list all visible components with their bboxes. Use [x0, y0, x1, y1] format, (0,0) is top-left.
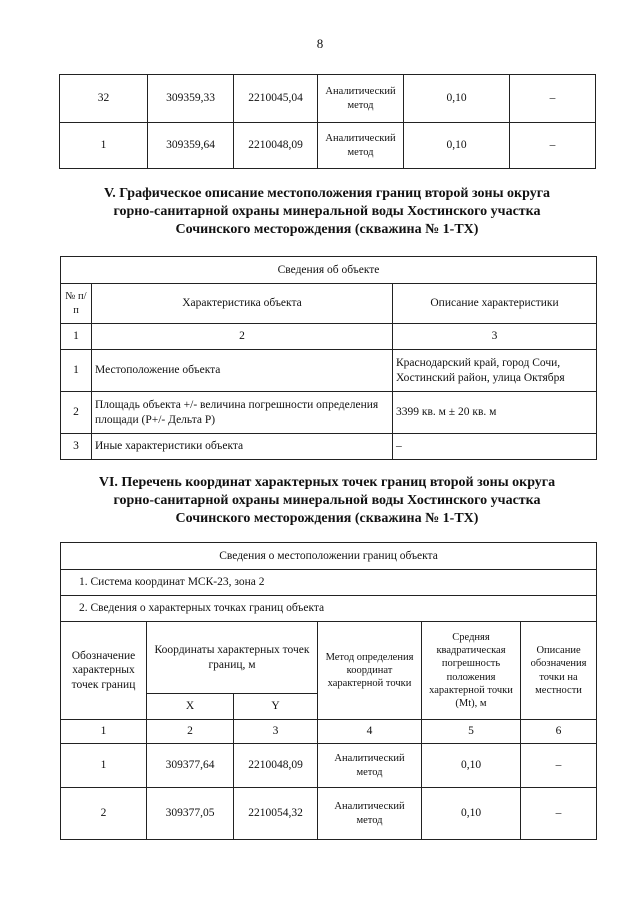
table-caption-row [61, 543, 597, 570]
points-caption: 2. Сведения о характерных точках границ объекта [61, 596, 597, 622]
table-row: 2 309377,05 2210054,32 Аналитический метод 0,10 – [61, 788, 597, 840]
column-header-y: Y [234, 694, 318, 720]
section5-title: V. Графическое описание местоположения границ второй зоны округа горно-санитарной охраны минеральной воды Хостинского участка Сочинского месторождения (скважина № 1-ТХ) [103, 186, 551, 237]
x-cell: 309359,33 [148, 75, 234, 123]
table-caption: Сведения о местоположении границ объекта [61, 543, 597, 570]
table-row: 3 Иные характеристики объекта – [61, 434, 597, 460]
top-coordinates-table [59, 74, 596, 169]
description-cell: – [510, 123, 596, 169]
column-header-coordinates: Координаты характерных точек границ, м [147, 622, 318, 694]
column-header-num: № п/п [61, 284, 92, 324]
y-cell: 2210045,04 [234, 75, 318, 123]
method-cell: Аналитический метод [318, 75, 404, 123]
column-header-accuracy: Средняя квадратическая погрешность положения характерной точки (Mt), м [422, 622, 521, 720]
column-header-characteristic: Характеристика объекта [92, 284, 393, 324]
column-header-method: Метод определения координат характерной точки [318, 622, 422, 720]
accuracy-cell: 0,10 [404, 123, 510, 169]
method-cell: Аналитический метод [318, 123, 404, 169]
table-header-row [61, 622, 597, 694]
table-caption: Сведения об объекте [61, 257, 597, 284]
table-row: 2 Площадь объекта +/- величина погрешности определения площади (Р+/- Дельта Р) 3399 кв. м ± 20 кв. м [61, 392, 597, 434]
boundary-points-table [60, 542, 597, 840]
y-cell: 2210048,09 [234, 123, 318, 169]
table-header-row [61, 284, 597, 324]
point-cell: 1 [60, 123, 148, 169]
coordinate-system-row [61, 570, 597, 596]
points-caption-row [61, 596, 597, 622]
accuracy-cell: 0,10 [404, 75, 510, 123]
table-row: 1 Местоположение объекта Краснодарский край, город Сочи, Хостинский район, улица Октября [61, 350, 597, 392]
table-caption-row [61, 257, 597, 284]
column-header-description: Описание характеристики [393, 284, 597, 324]
index-row: 1 2 3 4 5 6 [61, 720, 597, 744]
index-row: 1 2 3 [61, 324, 597, 350]
coordinate-system: 1. Система координат МСК-23, зона 2 [61, 570, 597, 596]
table-row: 1 309377,64 2210048,09 Аналитический метод 0,10 – [61, 744, 597, 788]
section6-title: VI. Перечень координат характерных точек границ второй зоны округа горно-санитарной охраны минеральной воды Хостинского участка Сочинского месторождения (скважина № 1-ТХ) [98, 475, 556, 526]
object-info-table [60, 256, 597, 460]
point-cell: 32 [60, 75, 148, 123]
column-header-x: X [147, 694, 234, 720]
column-header-description: Описание обозначения точки на местности [521, 622, 597, 720]
table-row [60, 123, 596, 169]
page-number: 8 [316, 36, 324, 51]
table-row [60, 75, 596, 123]
column-header-designation: Обозначение характерных точек границ [61, 622, 147, 720]
description-cell: – [510, 75, 596, 123]
x-cell: 309359,64 [148, 123, 234, 169]
